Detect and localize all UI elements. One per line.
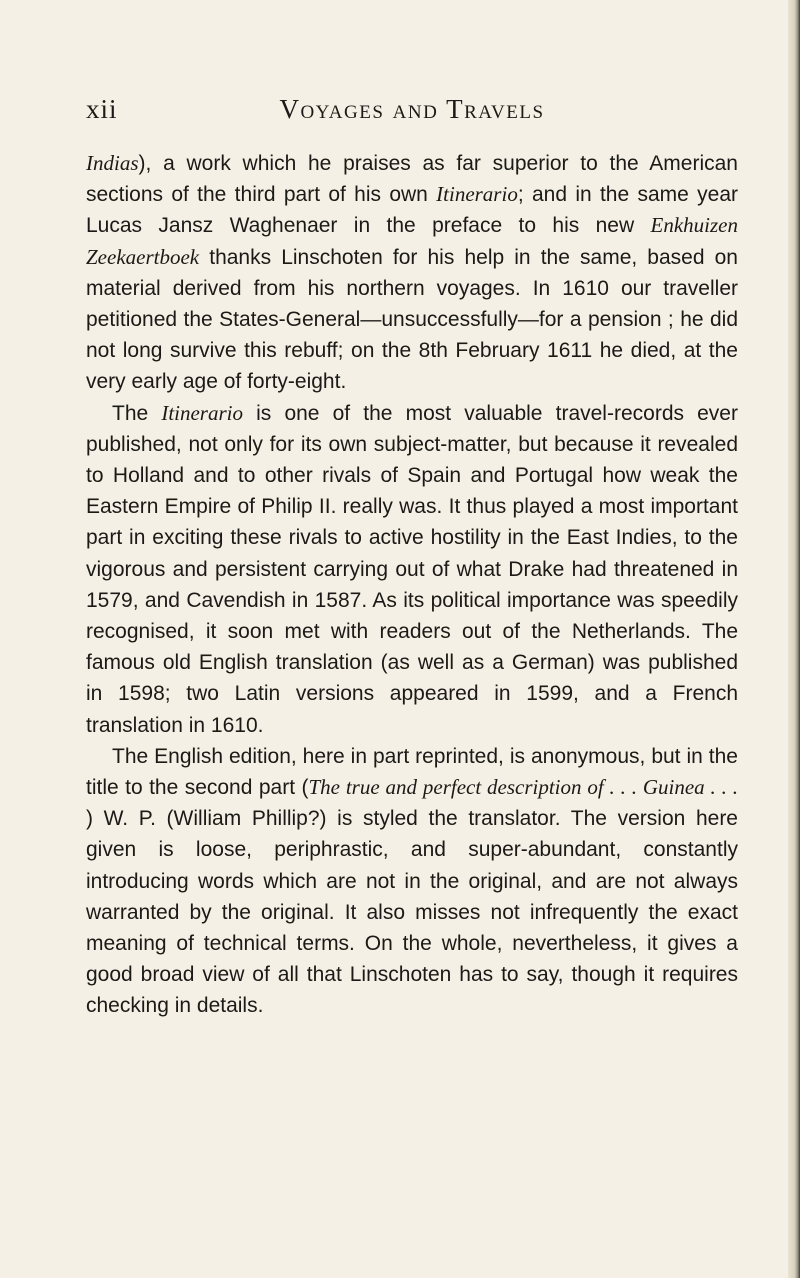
- italic-text: The true and perfect description of . . . Guinea . . .: [308, 775, 738, 800]
- paragraph: [86, 741, 738, 1022]
- paragraph: [86, 148, 738, 398]
- text-run: is one of the most valuable travel-records ever published, not only for its own subject-matter, but because it revealed to Holland and to other rivals of Spain and Portugal how weak the Eastern Empire of Philip II. really was. It thus played a most important part in exciting these rivals to active hostility in the East Indies, to the vigorous and persistent carrying out of what Drake had threatened in 1579, and Cavendish in 1587. As its political importance was speedily recognised, it soon met with readers out of the Netherlands. The famous old English translation (as well as a German) was published in 1598; two Latin versions appeared in 1599, and a French translation in 1610.: [86, 401, 738, 737]
- italic-text: Enkhuizen Zeekaertboek: [86, 213, 738, 269]
- paragraph: [86, 398, 738, 741]
- italic-text: Itinerario: [161, 400, 243, 425]
- text-run: The: [112, 401, 162, 425]
- body-text: [86, 148, 738, 1022]
- text-run: thanks Linschoten for his help in the same, based on material derived from his northern voyages. In 1610 our traveller petitioned the States-General—unsuccessfully—for a pension ; he did not long survive this rebuff; on the 8th February 1611 he died, at the very early age of forty-eight.: [86, 245, 738, 394]
- text-run: The English edition, here in part reprinted, is anonymous, but in the title to the second part (: [86, 744, 738, 800]
- italic-text: Indias: [86, 151, 139, 175]
- page-header: [86, 94, 738, 134]
- text-run: ) W. P. (William Phillip?) is styled the translator. The version here given is loose, periphrastic, and super-abundant, constantly introducing words which are not in the original, and are not always warranted by the original. It also misses not infrequently the exact meaning of technical terms. On the whole, nevertheless, it gives a good broad view of all that Linschoten has to say, though it requires checking in details.: [86, 807, 738, 1018]
- italic-text: Itinerario: [436, 182, 518, 207]
- page-edge-shadow: [788, 0, 800, 1278]
- running-head: Voyages and Travels: [279, 94, 545, 124]
- text-run: ; and in the same year Lucas Jansz Waghenaer in the preface to his new: [86, 183, 738, 238]
- text-run: ), a work which he praises as far superior to the American sections of the third part of his own: [86, 152, 738, 207]
- page-number: xii: [86, 94, 118, 124]
